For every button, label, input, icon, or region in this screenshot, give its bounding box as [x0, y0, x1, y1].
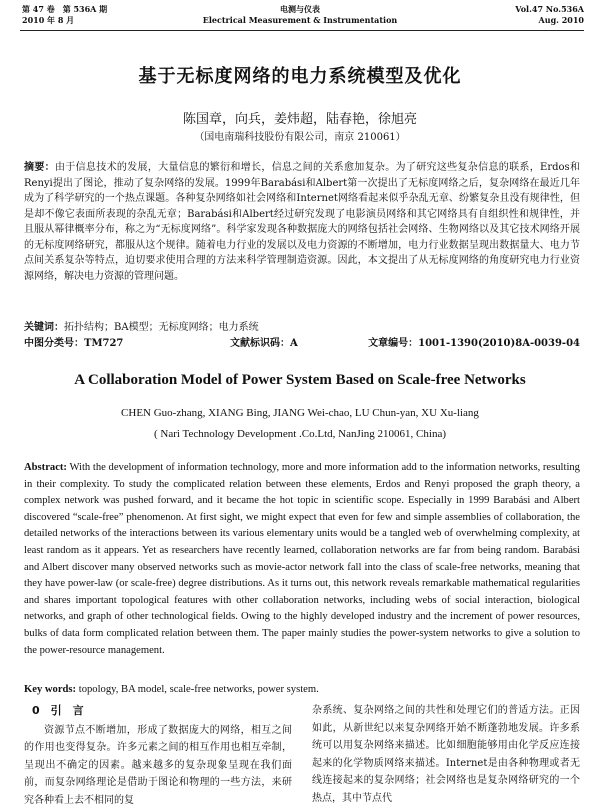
abstract-en-label: Abstract:: [24, 462, 67, 473]
volume-issue: 第 47 卷 第 536A 期: [22, 4, 107, 15]
journal-volume-info-en: [515, 4, 584, 26]
paper-title-en: A Collaboration Model of Power System Based on Scale-free Networks: [0, 372, 600, 389]
authors-en: CHEN Guo-zhang, XIANG Bing, JIANG Wei-chao, LU Chun-yan, XU Xu-liang: [0, 407, 600, 419]
journal-name: [0, 4, 600, 26]
document-code: 文献标识码：A: [230, 334, 298, 349]
abstract-cn-label: 摘要：: [24, 162, 55, 173]
paper-title-cn: 基于无标度网络的电力系统模型及优化: [0, 62, 600, 88]
keywords-cn: [24, 318, 580, 333]
volume-issue-en: Vol.47 No.536A: [515, 4, 584, 15]
abstract-cn-text: 由于信息技术的发展，大量信息的繁衍和增长，信息之间的关系愈加复杂。为了研究这些复杂信息的联系，Erdos和Renyi提出了图论，推动了复杂网络的发展。1999年Barabási和Albert第一次提出了无标度网络之后，复杂网络在最近几年成为了科学研究的一个热点课题。各种复杂网络如社会网络和Internet网络看起来似乎杂乱无章、纷繁复杂且没有规律性，但是却不像它表面所表现的杂乱无章；Barabási和Albert经过研究发现了电影演员网络和其它网络具有自组织性和规律性，并且服从幂律概率分布，称之为“无标度网络”。科学家发现各种数据庞大的网络包括社会网络、生物网络以及其它技术网络开展的无标度网络研究，都服从这个规律。随着电力行业的发展以及电力资源的不断增加，电力行业数据呈现出数据量大、电力节点间关系复杂等特点，迫切要求使用合理的方法来科学管理制造资源。因此，本文提出了从无标度网络的角度研究电力行业资源网络，解决电力资源的管理问题。: [24, 162, 580, 282]
header-rule: [20, 30, 584, 31]
journal-name-en: Electrical Measurement & Instrumentation: [0, 15, 600, 26]
body-paragraph-right: 杂系统、复杂网络之间的共性和处理它们的普适方法。正因如此，从新世纪以来复杂网络开始不断蓬勃地发展。许多系统可以用复杂网络来描述。比如细胞能够用由化学反应连接起来的化学物质网络来描述。Internet是由各种物理或者无线连接起来的复杂网络；社会网络也是复杂网络研究的一个热点，其中节点代: [312, 702, 580, 807]
clc-number: 中图分类号：TM727: [24, 334, 123, 349]
abstract-en: [24, 460, 580, 659]
body-paragraph-left: 资源节点不断增加，形成了数据庞大的网络，相互之间的作用也变得复杂。许多元素之间的相互作用也相互牵制，呈现出不确定的因素。越来越多的复杂现象呈现在我们面前，而复杂网络理论是借助于图论和物理的一些方法，来研究各种看上去不相同的复: [24, 722, 292, 809]
article-number: 文章编号：1001-1390(2010)8A-0039-04: [368, 334, 580, 349]
affiliation-en: ( Nari Technology Development .Co.Ltd, NanJing 210061, China): [0, 428, 600, 440]
publication-date-en: Aug. 2010: [515, 15, 584, 26]
keywords-en: [24, 684, 580, 695]
journal-name-cn: 电测与仪表: [0, 4, 600, 15]
affiliation-cn: （国电南瑞科技股份有限公司，南京 210061）: [0, 128, 600, 143]
keywords-cn-text: 拓扑结构；BA模型；无标度网络；电力系统: [64, 322, 259, 333]
keywords-en-label: Key words:: [24, 684, 76, 695]
authors-cn: 陈国章，向兵，姜炜超，陆春艳，徐旭亮: [0, 108, 600, 127]
publication-date: 2010 年 8 月: [22, 15, 107, 26]
body-column-left: [24, 702, 292, 809]
keywords-en-text: topology, BA model, scale-free networks, power system.: [79, 684, 319, 695]
section-heading-introduction: 0 引 言: [32, 702, 292, 720]
abstract-cn: [24, 160, 580, 284]
keywords-cn-label: 关键词：: [24, 322, 64, 333]
body-column-right: [312, 702, 580, 807]
abstract-en-text: With the development of information technology, more and more information add to the information networks, resulting in their complexity. To study the complicated relation between these elements, Erdos and Renyi proposed the graph theory, a complex network was pushed forward, and it became the hot topic in scientific scope. Especially in 1999 Barabási and Albert discovered “scale-free” phenomenon. At first sight, we might expect that even for few and simple assemblies of collaboration, the detailed networks of the interactions between its various elementary units would be a tangled web of overwhelming complexity, at least random as it appears. Yet as researchers have recently learned, collaboration networks are far from being random. Barabási and Albert discover many observed networks such as movie-actor network fall into the class of scale-free networks, meaning that they have power-law (or scale-free) degree distributions. As it turns out, this network reveals remarkable mathematical regularities and shares important topological features with other collaboration networks, including webs of social interaction, biological networks, and graph of other technological fields. Owing to the highly developed industry and the increment of power resources, bulks of data form complicated relation between them. The paper mainly studies the power-system networks to give a solution to the power-resource management.: [24, 462, 580, 656]
